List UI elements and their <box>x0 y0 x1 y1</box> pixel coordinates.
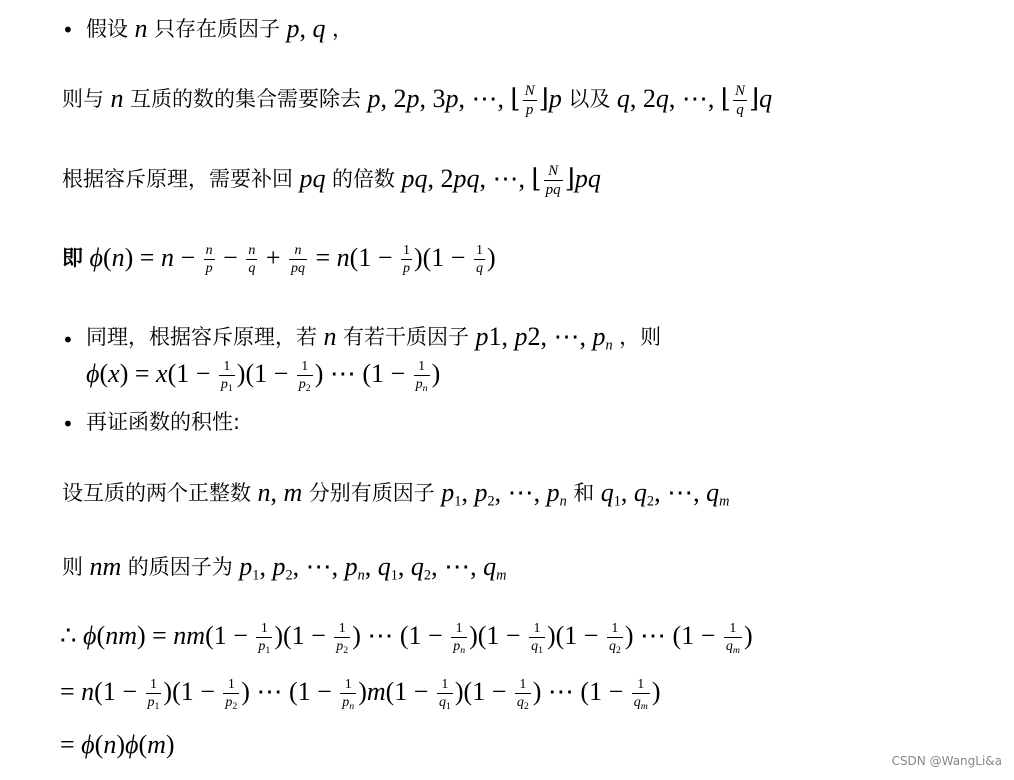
line-phi-nm: ∴ ϕ(nm) = nm(1 − $\frac{1}{p_1}$ )(1 − $\frac{1}{p_2}$ ) ⋯ (1 − $\frac{1}{p_n}$ )(1 − $\frac{1}{q_1}$ )(1 − $\frac{1}{q_2}$ ) ⋯ (1 − $\frac{1}{q_m}$ ) <box>60 620 753 656</box>
line-general-case: 同理，根据容斥原理，若 n 有若干质因子 p1, p2, ⋯, $p_n$ ，则 <box>86 322 662 354</box>
line-phi-formula: 即 ϕ(n) = n − $\frac{n}{p}$ − $\frac{n}{q}$ + $\frac{n}{pq}$ = n(1 − $\frac{1}{p}$ )(1 − $\frac{1}{q}$ ) <box>62 242 496 276</box>
text-hence: 即 <box>62 245 83 270</box>
text-let-coprime: 设互质的两个正整数 <box>62 481 251 505</box>
fraction: $\frac{1}{p_2}$ <box>225 677 238 712</box>
text-prove-multiplicative: 再证函数的积性: <box>86 410 241 434</box>
text-multiples: 的倍数 <box>332 166 395 191</box>
fraction: $\frac{n}{p}$ <box>205 243 213 276</box>
text-only-primes: 只存在质因子 <box>154 17 280 41</box>
bullet: • <box>62 18 74 42</box>
text-coprime-set: 互质的数的集合需要除去 <box>130 86 361 111</box>
fraction: $\frac{1}{q_2}$ <box>516 677 529 712</box>
fraction: $\frac{1}{q_1}$ <box>531 621 543 656</box>
text-primes-are: 的质因子为 <box>127 555 233 579</box>
line-coprime-integers: 设互质的两个正整数 n, m 分别有质因子 $p_1$, $p_2$, ⋯, $p_n$ 和 $q_1$, $q_2$, ⋯, $q_m$ <box>62 478 730 510</box>
text-then: 则与 <box>62 86 104 111</box>
fraction: $\frac{1}{p_n}$ <box>415 359 428 394</box>
fraction: $\frac{1}{q_1}$ <box>438 677 451 712</box>
fraction: $\frac{n}{q}$ <box>248 243 256 276</box>
fraction: $\frac{1}{q_m}$ <box>633 677 648 712</box>
text-have-primes: 分别有质因子 <box>308 481 435 505</box>
fraction: $\frac{1}{p_n}$ <box>453 621 466 656</box>
bullet: • <box>62 328 74 352</box>
fraction: $\frac{1}{p_1}$ <box>220 359 233 394</box>
text-and: 以及 <box>568 86 611 111</box>
text-inclusion-exclusion: 根据容斥原理，需要补回 <box>62 166 293 191</box>
line-add-back: 根据容斥原理，需要补回 pq 的倍数 pq, 2pq, ⋯, ⌊ $\frac{N}{pq}$ ⌋pq <box>62 163 601 198</box>
line-nm-primes: 则 nm 的质因子为 $p_1$, $p_2$, ⋯, $p_n$, $q_1$, $q_2$, ⋯, $q_m$ <box>62 552 507 584</box>
line-multiplicative <box>86 412 240 433</box>
fraction: $\frac{n}{pq}$ <box>290 243 305 276</box>
fraction: $\frac{1}{p_1}$ <box>147 677 160 712</box>
fraction: $\frac{1}{p_2}$ <box>336 621 349 656</box>
text-then2: 则 <box>62 555 83 579</box>
line-result: = ϕ(n)ϕ(m) <box>60 730 175 759</box>
line-remove-multiples: 则与 n 互质的数的集合需要除去 p, 2p, 3p, ⋯, ⌊ $\frac{N}{p}$ ⌋p 以及 q, 2q, ⋯, ⌊ $\frac{N}{q}$ ⌋q <box>62 83 773 118</box>
fraction: $\frac{1}{p_2}$ <box>298 359 311 394</box>
text-comma: ， <box>332 17 353 41</box>
line-assume-primes: 假设 n 只存在质因子 p, q ， <box>86 14 353 43</box>
text-then-comma: ，则 <box>619 325 662 349</box>
fraction: $\frac{1}{p_n}$ <box>342 677 355 712</box>
fraction: $\frac{N}{pq}$ <box>545 163 561 198</box>
text-and2: 和 <box>573 481 595 505</box>
text-assume: 假设 <box>86 17 128 41</box>
fraction: $\frac{N}{q}$ <box>734 83 745 118</box>
line-general-formula: ϕ(x) = x(1 − $\frac{1}{p_1}$ )(1 − $\frac{1}{p_2}$ ) ⋯ (1 − $\frac{1}{p_n}$ ) <box>86 358 441 394</box>
bullet: • <box>62 412 74 436</box>
fraction: $\frac{1}{q}$ <box>475 243 483 276</box>
fraction: $\frac{N}{p}$ <box>524 83 535 118</box>
fraction: $\frac{1}{p}$ <box>402 243 410 276</box>
fraction: $\frac{1}{q_2}$ <box>608 621 621 656</box>
fraction: $\frac{1}{q_m}$ <box>725 621 740 656</box>
watermark: CSDN @WangLi&a <box>891 754 1002 768</box>
fraction: $\frac{1}{p_1}$ <box>258 621 271 656</box>
text-similarly: 同理，根据容斥原理，若 <box>86 325 317 349</box>
text-several-primes: 有若干质因子 <box>343 325 469 349</box>
line-factorized: = n(1 − $\frac{1}{p_1}$ )(1 − $\frac{1}{p_2}$ ) ⋯ (1 − $\frac{1}{p_n}$ )m(1 − $\frac{1}{q_1}$ )(1 − $\frac{1}{q_2}$ ) ⋯ (1 − $\frac{1}{q_m}$ ) <box>60 676 661 712</box>
